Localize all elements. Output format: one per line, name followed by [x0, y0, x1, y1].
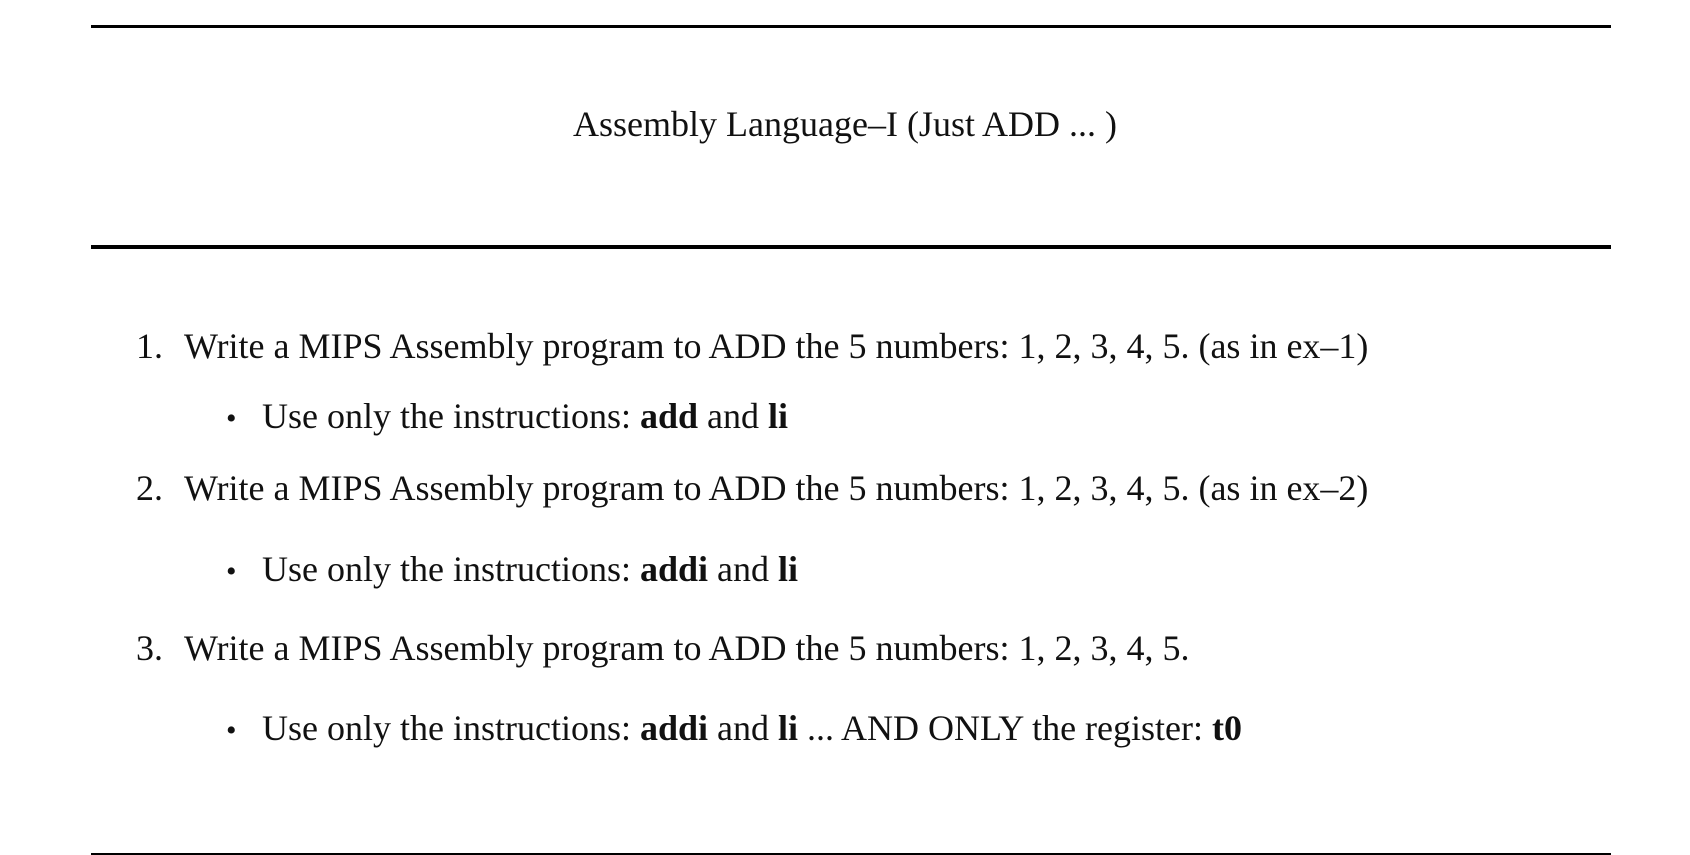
list-item-number: 3.: [136, 628, 163, 668]
list-item-text: Write a MIPS Assembly program to ADD the 5 numbers: 1, 2, 3, 4, 5.: [184, 628, 1190, 668]
top-rule: [91, 25, 1611, 28]
sub-item-2: [226, 547, 798, 594]
sub-item-prefix: Use only the instructions:: [262, 549, 631, 589]
list-item-text: Write a MIPS Assembly program to ADD the 5 numbers: 1, 2, 3, 4, 5. (as in ex–1): [184, 326, 1369, 366]
list-item-text: Write a MIPS Assembly program to ADD the 5 numbers: 1, 2, 3, 4, 5. (as in ex–2): [184, 468, 1369, 508]
instruction-name: li: [778, 549, 799, 589]
sub-item-connector: and: [717, 708, 769, 748]
list-item-3: [136, 626, 1189, 670]
sub-item-connector: and: [707, 396, 759, 436]
sub-item-1: [226, 394, 788, 441]
title-rule: [91, 245, 1611, 249]
instruction-name: addi: [639, 708, 709, 748]
instruction-name: li: [778, 708, 799, 748]
sub-item-suffix: ... AND ONLY the register:: [807, 708, 1203, 748]
register-name: t0: [1212, 708, 1242, 748]
sub-item-connector: and: [717, 549, 769, 589]
instruction-name: addi: [639, 549, 709, 589]
list-item-2: [136, 466, 1368, 510]
instruction-name: add: [639, 396, 699, 436]
list-item-number: 1.: [136, 326, 163, 366]
list-item-1: [136, 324, 1368, 368]
sub-item-prefix: Use only the instructions:: [262, 396, 631, 436]
sub-item-prefix: Use only the instructions:: [262, 708, 631, 748]
instruction-name: li: [768, 396, 789, 436]
list-item-number: 2.: [136, 468, 163, 508]
sub-item-3: [226, 706, 1242, 753]
bullet-icon: •: [226, 402, 237, 435]
bullet-icon: •: [226, 714, 237, 747]
bullet-icon: •: [226, 555, 237, 588]
page-title: Assembly Language–I (Just ADD ... ): [573, 104, 1117, 144]
